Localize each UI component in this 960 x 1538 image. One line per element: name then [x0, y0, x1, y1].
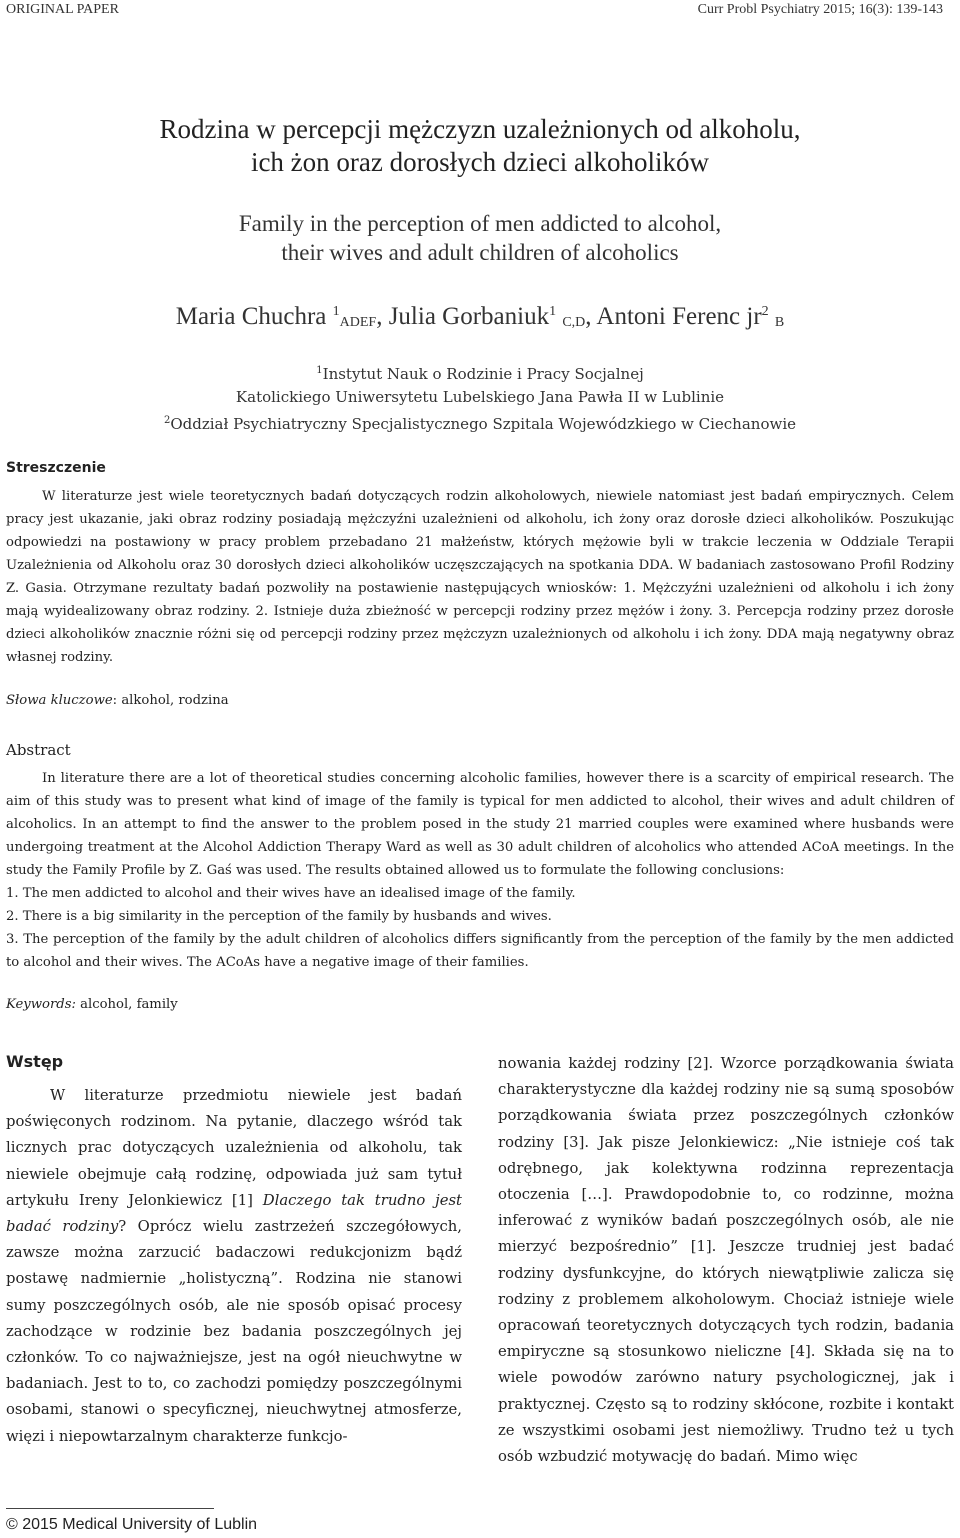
slowa-kluczowe: Słowa kluczowe: alkohol, rodzina: [6, 693, 229, 708]
abstract-conclusion-2: 2. There is a big similarity in the perception of the family by husbands and wives.: [6, 909, 552, 924]
affiliation-2: $^2$Oddział Psychiatryczny Specjalistycznego Szpitala Wojewódzkiego w Ciechanowie: [163, 415, 796, 433]
author-name: Julia Gorbaniuk: [388, 303, 550, 330]
author-name: Antoni Ferenc jr: [596, 303, 762, 330]
title-polish: [0, 113, 960, 179]
intro-right-column: [498, 1051, 954, 1470]
authors-line: Maria Chuchra $^1_{ADEF}$, Julia Gorbaniuk$^1$ $_{C,D}$, Antoni Ferenc $jr^2$ $_B$: [175, 303, 785, 330]
title-english-line1: Family in the perception of men addicted to alcohol,: [238, 211, 722, 236]
keywords-value: alcohol, family: [75, 997, 178, 1012]
affiliation-1-line1: $^1$Instytut Nauk o Rodzinie i Pracy Socjalnej: [316, 365, 644, 383]
streszczenie-heading: Streszczenie: [6, 460, 106, 476]
intro-right-paragraph: nowania każdej rodziny [2]. Wzorce porządkowania świata charakterystyczne dla każdej rodziny nie są sumą sposobów porządkowania świata przez poszczególnych członków rodziny [3]. Jak pisze Jelonkiewicz: „Nie istnieje coś tak odrębnego, jak kolektywna rodzinna reprezentacja otoczenia […]. Prawdopodobnie to, co rodzinne, można inferować z wyników badań poszczególnych osób, ale nie mierzyć bezpośrednio” [1]. Jeszcze trudniej jest badać rodziny dysfunkcyjne, do których niewątpliwie zalicza się rodziny z problemem alkoholowym. Chociaż istnieje wiele opracowań teoretycznych dotyczących tych rodzin, badania empiryczne są stosunkowo nieliczne [4]. Składa się na to wiele powodów zarówno natury psychologicznej, jak i praktycznej. Często są to rodziny skłócone, rozbite i kontakt ze wszystkimi osobami jest niemożliwy. Trudno też u tych osób wzbudzić motywację do badań. Mimo więc: [498, 1055, 954, 1466]
abstract-heading: Abstract: [6, 741, 71, 759]
title-polish-line1: Rodzina w percepcji mężczyzn uzależnionych od alkoholu,: [159, 114, 801, 144]
keywords: [6, 997, 178, 1012]
title-english: [0, 209, 960, 267]
journal-section-label: ORIGINAL PAPER: [6, 2, 119, 17]
affiliation-1-line2: Katolickiego Uniwersytetu Lubelskiego Jana Pawła II w Lublinie: [235, 388, 725, 406]
slowa-kluczowe-label: Słowa kluczowe: [6, 693, 113, 708]
abstract-body: [6, 767, 954, 974]
author-contribution: B: [774, 315, 785, 330]
title-polish-line2: ich żon oraz dorosłych dzieci alkoholików: [250, 147, 710, 177]
affiliations: [0, 359, 960, 436]
author-contribution: C,D: [562, 315, 586, 330]
streszczenie-paragraph: W literaturze jest wiele teoretycznych badań dotyczących rodzin alkoholowych, niewiele natomiast jest badań empirycznych. Celem pracy jest ukazanie, jaki obraz rodziny posiadają mężczyźni uzależnieni od alkoholu, ich żony oraz dorosłe dzieci alkoholików. Poszukując odpowiedzi na postawiony w pracy problem przebadano 21 małżeństw, których mężowie byli w trakcie leczenia w Oddziale Terapii Uzależnienia od Alkoholu oraz 30 dorosłych dzieci alkoholików uczęszczających na spotkania DDA. W badaniach zastosowano Profil Rodziny Z. Gasia. Otrzymane rezultaty badań pozwoliły na postawienie następujących wniosków: 1. Mężczyźni uzależnieni od alkoholu i ich żony mają wyidealizowany obraz rodziny. 2. Istnieje duża zbieżność w percepcji rodziny przez mężów i żony. 3. Percepcja rodziny przez dorosłe dzieci alkoholików znacznie różni się od percepcji rodziny przez mężczyzn uzależnionych od alkoholu i ich żony. DDA mają negatywny obraz własnej rodziny.: [6, 489, 954, 665]
streszczenie-body: [6, 485, 954, 669]
intro-heading: Wstęp: [6, 1052, 64, 1071]
footer-rule: [6, 1508, 214, 1509]
cited-title: Dlaczego tak trudno jest badać rodziny: [6, 1191, 462, 1236]
author-contribution: ADEF: [339, 315, 377, 330]
intro-left-paragraph: W literaturze przedmiotu niewiele jest badań poświęconych rodzinom. Na pytanie, dlaczego wśród tak licznych prac dotyczących uzależnienia od alkoholu, tak niewiele obejmuje całą rodzinę, odpowiada już sam tytuł artykułu Ireny Jelonkiewicz [1] Dlaczego tak trudno jest badać rodziny? Oprócz wielu zastrzeżeń szczegółowych, zawsze można zarzucić badaczowi redukcjonizm bądź postawę nadmiernie „holistyczną”. Rodzina nie stanowi sumy poszczególnych osób, ale nie sposób opisać procesy zachodzące w rodzinie bez badania poszczególnych jej członków. To co najważniejsze, jest na ogół nieuchwytne w badaniach. Jest to to, co zachodzi pomiędzy poszczególnymi osobami, stanowi o specyficznej, nieuchwytnej atmosferze, więzi i niepowtarzalnym charakterze funkcjo-: [6, 1087, 462, 1445]
title-english-line2: their wives and adult children of alcoholics: [281, 240, 679, 265]
author-affiliation-mark: 1: [549, 304, 557, 319]
abstract-paragraph: In literature there are a lot of theoretical studies concerning alcoholic families, however there is a scarcity of empirical research. The aim of this study was to present what kind of image of the family is typical for men addicted to alcohol, their wives and adult children of alcoholics. In an attempt to find the answer to the problem posed in the study 21 married couples were examined where husbands were undergoing treatment at the Alcohol Addiction Therapy Ward as well as 30 adult children of alcoholics who attended ACoA meetings. In the study the Family Profile by Z. Gaś was used. The results obtained allowed us to formulate the following conclusions:: [6, 771, 954, 878]
abstract-conclusion-1: 1. The men addicted to alcohol and their wives have an idealised image of the family.: [6, 886, 576, 901]
abstract-conclusion-3: 3. The perception of the family by the adult children of alcoholics differs significantly from the perception of the family by the men addicted to alcohol and their wives. The ACoAs have a negative image of their families.: [6, 932, 954, 970]
keywords-label: Keywords:: [6, 997, 76, 1012]
author-affiliation-mark: 2: [761, 304, 769, 319]
author-name: Maria Chuchra: [175, 303, 333, 330]
journal-citation: Curr Probl Psychiatry 2015; 16(3): 139-143: [697, 2, 943, 17]
slowa-kluczowe-value: alkohol, rodzina: [121, 693, 229, 708]
intro-left-column: [6, 1083, 462, 1450]
author-affiliation-mark: 1: [332, 304, 340, 319]
copyright-notice: © 2015 Medical University of Lublin: [6, 1516, 258, 1533]
